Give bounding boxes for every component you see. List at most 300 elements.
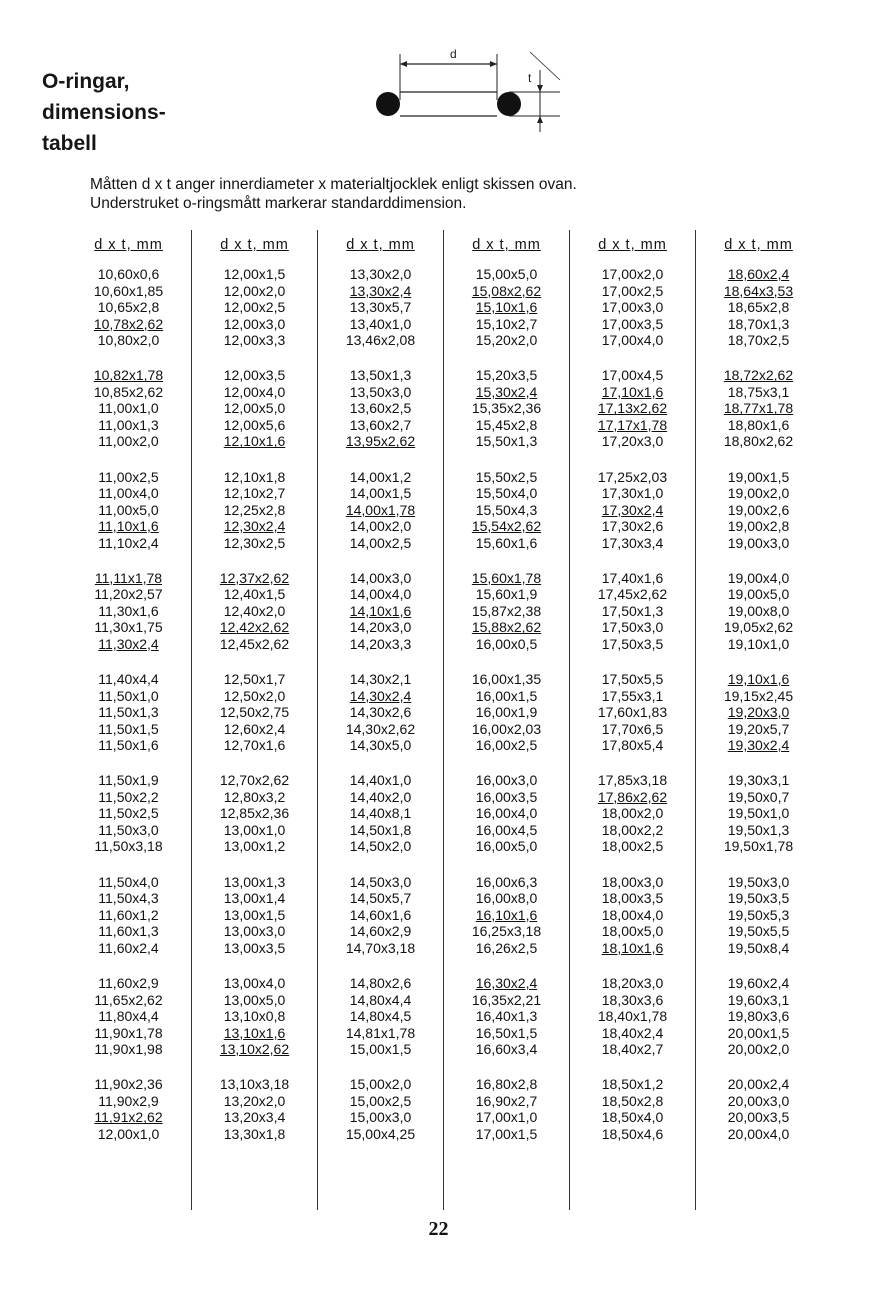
- dimension-cell: 11,00x2,5: [98, 468, 159, 485]
- standard-dimension-cell: 12,10x1,6: [223, 433, 286, 450]
- dimension-cell: 17,25x2,03: [597, 468, 668, 485]
- dimension-cell: 13,00x5,0: [223, 991, 286, 1008]
- dimension-group: [696, 367, 821, 450]
- dimension-cell: 14,70x3,18: [345, 939, 416, 956]
- dimension-cell: 11,00x2,0: [98, 433, 159, 450]
- table-column: [66, 230, 192, 1210]
- dimension-cell: 15,50x4,0: [475, 485, 538, 502]
- dimension-cell: 11,60x2,9: [98, 975, 159, 992]
- column-header: d x t, mm: [220, 237, 289, 253]
- dimension-group: [570, 266, 695, 349]
- dimension-cell: 17,00x1,0: [475, 1109, 538, 1126]
- dimension-group: [66, 570, 191, 653]
- column-header: d x t, mm: [724, 237, 793, 253]
- dimension-cell: 14,20x3,0: [349, 619, 412, 636]
- dimension-cell: 10,60x1,85: [93, 282, 164, 299]
- dimension-cell: 19,30x3,1: [727, 772, 790, 789]
- standard-dimension-cell: 17,17x1,78: [597, 416, 668, 433]
- dimension-cell: 14,50x1,8: [349, 821, 412, 838]
- dimension-cell: 14,81x1,78: [345, 1024, 416, 1041]
- dimension-cell: 14,40x1,0: [349, 772, 412, 789]
- standard-dimension-cell: 13,10x2,62: [219, 1041, 290, 1058]
- dimension-cell: 16,00x2,03: [471, 720, 542, 737]
- dimension-group: [696, 975, 821, 1058]
- dimension-cell: 14,00x2,0: [349, 518, 412, 535]
- dimension-group: [192, 1076, 317, 1142]
- dimension-cell: 15,00x5,0: [475, 266, 538, 282]
- dimension-group: [444, 671, 569, 754]
- intro-line-1: Måtten d x t anger innerdiameter x materialtjocklek enligt skissen ovan.: [90, 176, 577, 193]
- dimension-cell: 17,00x4,5: [601, 367, 664, 384]
- standard-dimension-cell: 19,20x3,0: [727, 704, 790, 721]
- column-header: d x t, mm: [598, 237, 667, 253]
- dimension-cell: 12,00x3,3: [223, 332, 286, 348]
- dimension-cell: 12,45x2,62: [219, 635, 290, 652]
- dimension-group: [696, 570, 821, 653]
- dimension-cell: 14,80x2,6: [349, 975, 412, 992]
- dimension-group: [696, 266, 821, 349]
- dimension-cell: 14,20x3,3: [349, 635, 412, 652]
- dimension-cell: 15,00x1,5: [349, 1041, 412, 1058]
- standard-dimension-cell: 18,72x2,62: [723, 367, 794, 384]
- standard-dimension-cell: 10,82x1,78: [93, 367, 164, 384]
- dimension-cell: 11,50x3,0: [98, 821, 159, 838]
- dimension-cell: 11,40x4,4: [98, 671, 159, 688]
- dimension-cell: 19,05x2,62: [723, 619, 794, 636]
- dimension-cell: 15,20x2,0: [475, 332, 538, 348]
- standard-dimension-cell: 12,30x2,4: [223, 518, 286, 535]
- dimension-cell: 14,00x3,0: [349, 569, 412, 586]
- standard-dimension-cell: 15,30x2,4: [475, 383, 538, 400]
- dimension-cell: 11,00x4,0: [98, 485, 159, 502]
- dimension-cell: 19,00x1,5: [727, 468, 790, 485]
- dimension-cell: 14,00x1,2: [349, 468, 412, 485]
- dimension-cell: 12,70x1,6: [223, 737, 286, 754]
- dimension-cell: 17,50x3,0: [601, 619, 664, 636]
- dimension-cell: 15,00x2,5: [349, 1092, 412, 1109]
- title-line-3: tabell: [42, 132, 97, 155]
- dimension-cell: 19,00x5,0: [727, 586, 790, 603]
- dimension-cell: 12,00x5,0: [223, 400, 286, 417]
- standard-dimension-cell: 18,10x1,6: [601, 939, 664, 956]
- dimension-group: [696, 772, 821, 855]
- dimension-cell: 15,45x2,8: [475, 416, 538, 433]
- dimension-cell: 14,30x5,0: [349, 737, 412, 754]
- dimension-cell: 20,00x3,0: [727, 1092, 790, 1109]
- dimension-cell: 13,60x2,7: [349, 416, 412, 433]
- dimension-group: [570, 367, 695, 450]
- dimension-group: [66, 266, 191, 349]
- dimension-cell: 12,00x3,0: [223, 315, 286, 332]
- standard-dimension-cell: 11,30x2,4: [98, 635, 159, 652]
- dimension-cell: 11,50x2,2: [98, 788, 159, 805]
- column-header: d x t, mm: [346, 237, 415, 253]
- dimension-cell: 14,50x5,7: [349, 890, 412, 907]
- dimension-group: [66, 671, 191, 754]
- dimension-cell: 12,00x4,0: [223, 383, 286, 400]
- dimension-cell: 11,00x5,0: [98, 501, 159, 518]
- dimension-cell: 16,00x4,5: [475, 821, 538, 838]
- dimension-cell: 14,00x2,5: [349, 534, 412, 551]
- dimension-cell: 13,00x3,5: [223, 939, 286, 956]
- dimension-cell: 16,00x1,9: [475, 704, 538, 721]
- dimension-cell: 18,50x2,8: [601, 1092, 664, 1109]
- dimension-group: [444, 469, 569, 552]
- dimension-table: [66, 230, 816, 1290]
- dimension-cell: 16,00x8,0: [475, 890, 538, 907]
- dimension-cell: 15,10x2,7: [475, 315, 538, 332]
- dimension-cell: 11,30x1,75: [94, 619, 163, 636]
- dimension-cell: 11,90x1,78: [94, 1024, 163, 1041]
- dimension-cell: 19,50x0,7: [727, 788, 790, 805]
- dimension-cell: 13,30x2,0: [349, 266, 412, 282]
- standard-dimension-cell: 16,30x2,4: [475, 975, 538, 992]
- dimension-cell: 18,00x2,2: [601, 821, 664, 838]
- dimension-group: [66, 772, 191, 855]
- dimension-cell: 15,60x1,9: [475, 586, 538, 603]
- dimension-cell: 16,50x1,5: [475, 1024, 538, 1041]
- dimension-cell: 12,10x2,7: [223, 485, 286, 502]
- dimension-cell: 19,50x3,0: [727, 873, 790, 890]
- dimension-cell: 11,20x2,57: [94, 586, 163, 603]
- dimension-group: [570, 1076, 695, 1142]
- title-line-2: dimensions-: [42, 101, 166, 124]
- dimension-group: [444, 874, 569, 957]
- dimension-cell: 18,40x2,7: [601, 1041, 664, 1058]
- standard-dimension-cell: 17,10x1,6: [601, 383, 664, 400]
- dimension-cell: 16,00x1,5: [475, 687, 538, 704]
- dimension-cell: 18,75x3,1: [727, 383, 790, 400]
- dimension-cell: 19,20x5,7: [727, 720, 790, 737]
- standard-dimension-cell: 18,77x1,78: [723, 400, 794, 417]
- dimension-cell: 17,00x3,0: [601, 299, 664, 315]
- dimension-cell: 14,30x2,62: [345, 720, 416, 737]
- dimension-cell: 20,00x4,0: [727, 1125, 790, 1142]
- dimension-group: [192, 266, 317, 349]
- dimension-cell: 19,00x3,0: [727, 534, 790, 551]
- dimension-cell: 12,00x2,0: [223, 282, 286, 299]
- dimension-cell: 16,80x2,8: [475, 1076, 538, 1093]
- dimension-cell: 20,00x1,5: [727, 1024, 790, 1041]
- dimension-cell: 17,20x3,0: [601, 433, 664, 450]
- dimension-cell: 18,50x4,6: [601, 1125, 664, 1142]
- dimension-cell: 19,50x1,3: [727, 821, 790, 838]
- dimension-cell: 16,90x2,7: [475, 1092, 538, 1109]
- dimension-cell: 18,00x3,0: [601, 873, 664, 890]
- dimension-cell: 19,00x2,6: [727, 501, 790, 518]
- dimension-cell: 11,60x1,2: [98, 906, 159, 923]
- dimension-cell: 15,00x3,0: [349, 1109, 412, 1126]
- dimension-cell: 16,00x2,5: [475, 737, 538, 754]
- dimension-cell: 13,00x1,5: [223, 906, 286, 923]
- dimension-group: [192, 570, 317, 653]
- standard-dimension-cell: 13,95x2,62: [345, 433, 416, 450]
- dimension-cell: 18,70x2,5: [727, 332, 790, 348]
- diagram-label-d: d: [450, 47, 457, 61]
- dimension-group: [444, 772, 569, 855]
- dimension-cell: 12,50x2,0: [223, 687, 286, 704]
- standard-dimension-cell: 17,13x2,62: [597, 400, 668, 417]
- dimension-cell: 11,50x1,5: [98, 720, 159, 737]
- dimension-cell: 19,00x4,0: [727, 569, 790, 586]
- dimension-group: [318, 469, 443, 552]
- diagram-label-t: t: [528, 71, 532, 85]
- dimension-cell: 18,50x1,2: [601, 1076, 664, 1093]
- dimension-cell: 19,60x3,1: [727, 991, 790, 1008]
- dimension-cell: 19,15x2,45: [723, 687, 794, 704]
- dimension-cell: 13,50x1,3: [349, 367, 412, 384]
- dimension-group: [318, 874, 443, 957]
- dimension-cell: 18,70x1,3: [727, 315, 790, 332]
- dimension-cell: 13,60x2,5: [349, 400, 412, 417]
- dimension-group: [318, 772, 443, 855]
- dimension-group: [696, 469, 821, 552]
- dimension-cell: 17,00x2,5: [601, 282, 664, 299]
- dimension-group: [444, 367, 569, 450]
- dimension-cell: 16,26x2,5: [475, 939, 538, 956]
- dimension-cell: 17,60x1,83: [597, 704, 668, 721]
- standard-dimension-cell: 18,60x2,4: [727, 266, 790, 282]
- o-ring-cross-section-diagram: [360, 40, 580, 140]
- dimension-cell: 17,00x2,0: [601, 266, 664, 282]
- standard-dimension-cell: 14,10x1,6: [349, 602, 412, 619]
- dimension-group: [192, 367, 317, 450]
- dimension-cell: 16,00x6,3: [475, 873, 538, 890]
- dimension-cell: 18,80x1,6: [727, 416, 790, 433]
- dimension-cell: 12,40x2,0: [223, 602, 286, 619]
- dimension-cell: 16,40x1,3: [475, 1008, 538, 1025]
- dimension-cell: 16,60x3,4: [475, 1041, 538, 1058]
- dimension-cell: 18,00x5,0: [601, 923, 664, 940]
- dimension-group: [444, 975, 569, 1058]
- dimension-cell: 15,00x2,0: [349, 1076, 412, 1093]
- dimension-cell: 15,87x2,38: [471, 602, 542, 619]
- dimension-cell: 11,50x1,9: [98, 772, 159, 789]
- dimension-cell: 14,80x4,5: [349, 1008, 412, 1025]
- dimension-cell: 12,50x2,75: [219, 704, 290, 721]
- dimension-cell: 13,00x1,3: [223, 873, 286, 890]
- page-number: 22: [428, 1218, 449, 1240]
- dimension-cell: 19,50x8,4: [727, 939, 790, 956]
- dimension-cell: 18,20x3,0: [601, 975, 664, 992]
- dimension-cell: 13,00x1,2: [223, 838, 286, 855]
- dimension-cell: 13,00x1,0: [223, 821, 286, 838]
- dimension-cell: 20,00x3,5: [727, 1109, 790, 1126]
- dimension-group: [444, 1076, 569, 1142]
- dimension-cell: 11,80x4,4: [98, 1008, 159, 1025]
- dimension-cell: 12,00x5,6: [223, 416, 286, 433]
- dimension-cell: 14,80x4,4: [349, 991, 412, 1008]
- standard-dimension-cell: 15,60x1,78: [471, 569, 542, 586]
- standard-dimension-cell: 13,10x1,6: [223, 1024, 286, 1041]
- dimension-cell: 13,20x3,4: [223, 1109, 286, 1126]
- dimension-cell: 19,50x1,0: [727, 805, 790, 822]
- dimension-cell: 18,30x3,6: [601, 991, 664, 1008]
- dimension-cell: 12,25x2,8: [223, 501, 286, 518]
- dimension-cell: 11,50x1,3: [98, 704, 159, 721]
- dimension-cell: 14,30x2,6: [349, 704, 412, 721]
- dimension-group: [318, 367, 443, 450]
- dimension-cell: 19,10x1,0: [727, 635, 790, 652]
- intro-line-2: Understruket o-ringsmått markerar standarddimension.: [90, 195, 467, 212]
- column-header: d x t, mm: [472, 237, 541, 253]
- dimension-cell: 13,30x1,8: [223, 1125, 286, 1142]
- dimension-cell: 11,60x2,4: [98, 939, 159, 956]
- dimension-cell: 13,46x2,08: [345, 332, 416, 348]
- dimension-cell: 15,60x1,6: [475, 534, 538, 551]
- dimension-group: [570, 570, 695, 653]
- page-title: [42, 66, 166, 159]
- dimension-cell: 11,50x1,6: [98, 737, 159, 754]
- dimension-cell: 18,40x1,78: [597, 1008, 668, 1025]
- dimension-cell: 15,50x4,3: [475, 501, 538, 518]
- dimension-cell: 20,00x2,0: [727, 1041, 790, 1058]
- dimension-group: [192, 469, 317, 552]
- dimension-group: [66, 1076, 191, 1142]
- table-column: [192, 230, 318, 1210]
- table-column: [318, 230, 444, 1210]
- standard-dimension-cell: 15,08x2,62: [471, 282, 542, 299]
- standard-dimension-cell: 12,37x2,62: [219, 569, 290, 586]
- table-column: [444, 230, 570, 1210]
- dimension-cell: 14,50x2,0: [349, 838, 412, 855]
- dimension-cell: 16,00x3,0: [475, 772, 538, 789]
- dimension-cell: 13,10x3,18: [219, 1076, 290, 1093]
- dimension-cell: 19,00x2,8: [727, 518, 790, 535]
- dimension-cell: 19,50x3,5: [727, 890, 790, 907]
- dimension-group: [318, 570, 443, 653]
- dimension-cell: 14,40x8,1: [349, 805, 412, 822]
- dimension-cell: 12,50x1,7: [223, 671, 286, 688]
- standard-dimension-cell: 18,64x3,53: [723, 282, 794, 299]
- dimension-cell: 13,30x5,7: [349, 299, 412, 315]
- dimension-cell: 13,00x1,4: [223, 890, 286, 907]
- dimension-cell: 16,00x3,5: [475, 788, 538, 805]
- dimension-cell: 19,00x8,0: [727, 602, 790, 619]
- dimension-cell: 19,60x2,4: [727, 975, 790, 992]
- dimension-cell: 14,00x1,5: [349, 485, 412, 502]
- dimension-cell: 18,00x3,5: [601, 890, 664, 907]
- dimension-cell: 11,00x1,0: [98, 400, 159, 417]
- standard-dimension-cell: 14,30x2,4: [349, 687, 412, 704]
- dimension-cell: 14,00x4,0: [349, 586, 412, 603]
- dimension-cell: 17,30x3,4: [601, 534, 664, 551]
- dimension-group: [696, 1076, 821, 1142]
- standard-dimension-cell: 11,10x1,6: [98, 518, 159, 535]
- dimension-cell: 18,00x2,0: [601, 805, 664, 822]
- dimension-cell: 14,40x2,0: [349, 788, 412, 805]
- dimension-cell: 11,90x2,36: [94, 1076, 163, 1093]
- standard-dimension-cell: 16,10x1,6: [475, 906, 538, 923]
- dimension-cell: 12,00x3,5: [223, 367, 286, 384]
- dimension-cell: 14,50x3,0: [349, 873, 412, 890]
- dimension-cell: 13,50x3,0: [349, 383, 412, 400]
- dimension-cell: 12,00x1,5: [223, 266, 286, 282]
- dimension-group: [318, 266, 443, 349]
- dimension-cell: 17,00x4,0: [601, 332, 664, 348]
- dimension-cell: 12,60x2,4: [223, 720, 286, 737]
- dimension-cell: 11,00x1,3: [98, 416, 159, 433]
- intro-text: [90, 175, 790, 213]
- dimension-cell: 18,50x4,0: [601, 1109, 664, 1126]
- title-line-1: O-ringar,: [42, 70, 130, 93]
- dimension-group: [696, 874, 821, 957]
- dimension-cell: 19,80x3,6: [727, 1008, 790, 1025]
- dimension-group: [570, 772, 695, 855]
- dimension-cell: 19,00x2,0: [727, 485, 790, 502]
- dimension-cell: 16,00x0,5: [475, 635, 538, 652]
- dimension-cell: 17,50x3,5: [601, 635, 664, 652]
- dimension-cell: 10,80x2,0: [97, 332, 160, 348]
- standard-dimension-cell: 14,00x1,78: [345, 501, 416, 518]
- dimension-cell: 15,50x2,5: [475, 468, 538, 485]
- standard-dimension-cell: 19,30x2,4: [727, 737, 790, 754]
- standard-dimension-cell: 17,30x2,4: [601, 501, 664, 518]
- dimension-cell: 15,50x1,3: [475, 433, 538, 450]
- standard-dimension-cell: 12,42x2,62: [219, 619, 290, 636]
- dimension-group: [570, 975, 695, 1058]
- dimension-cell: 17,70x6,5: [601, 720, 664, 737]
- standard-dimension-cell: 11,11x1,78: [94, 569, 163, 586]
- table-column: [696, 230, 821, 1210]
- dimension-group: [66, 367, 191, 450]
- standard-dimension-cell: 17,86x2,62: [597, 788, 668, 805]
- dimension-cell: 12,70x2,62: [219, 772, 290, 789]
- dimension-cell: 10,85x2,62: [93, 383, 164, 400]
- dimension-group: [318, 1076, 443, 1142]
- dimension-cell: 10,60x0,6: [97, 266, 160, 282]
- dimension-cell: 17,55x3,1: [601, 687, 664, 704]
- standard-dimension-cell: 19,10x1,6: [727, 671, 790, 688]
- dimension-cell: 14,60x2,9: [349, 923, 412, 940]
- dimension-cell: 18,00x4,0: [601, 906, 664, 923]
- dimension-cell: 20,00x2,4: [727, 1076, 790, 1093]
- dimension-group: [696, 671, 821, 754]
- dimension-cell: 16,35x2,21: [471, 991, 542, 1008]
- dimension-cell: 17,85x3,18: [597, 772, 668, 789]
- dimension-cell: 10,65x2,8: [97, 299, 160, 315]
- dimension-cell: 18,40x2,4: [601, 1024, 664, 1041]
- dimension-cell: 11,10x2,4: [98, 534, 159, 551]
- dimension-cell: 19,50x1,78: [723, 838, 794, 855]
- dimension-cell: 16,25x3,18: [471, 923, 542, 940]
- dimension-cell: 11,90x1,98: [94, 1041, 163, 1058]
- standard-dimension-cell: 13,30x2,4: [349, 282, 412, 299]
- dimension-group: [570, 671, 695, 754]
- dimension-cell: 11,50x3,18: [94, 838, 163, 855]
- dimension-cell: 13,00x3,0: [223, 923, 286, 940]
- dimension-cell: 14,30x2,1: [349, 671, 412, 688]
- dimension-cell: 15,35x2,36: [471, 400, 542, 417]
- dimension-group: [66, 874, 191, 957]
- dimension-cell: 16,00x4,0: [475, 805, 538, 822]
- dimension-cell: 12,10x1,8: [223, 468, 286, 485]
- dimension-group: [444, 266, 569, 349]
- dimension-group: [192, 671, 317, 754]
- dimension-cell: 11,50x2,5: [98, 805, 159, 822]
- dimension-cell: 11,90x2,9: [98, 1092, 159, 1109]
- dimension-cell: 18,65x2,8: [727, 299, 790, 315]
- dimension-cell: 11,30x1,6: [98, 602, 159, 619]
- dimension-cell: 18,80x2,62: [723, 433, 794, 450]
- dimension-cell: 17,50x1,3: [601, 602, 664, 619]
- dimension-group: [570, 874, 695, 957]
- dimension-cell: 16,00x1,35: [471, 671, 542, 688]
- dimension-group: [66, 975, 191, 1058]
- dimension-group: [192, 975, 317, 1058]
- dimension-group: [444, 570, 569, 653]
- dimension-cell: 17,00x1,5: [475, 1125, 538, 1142]
